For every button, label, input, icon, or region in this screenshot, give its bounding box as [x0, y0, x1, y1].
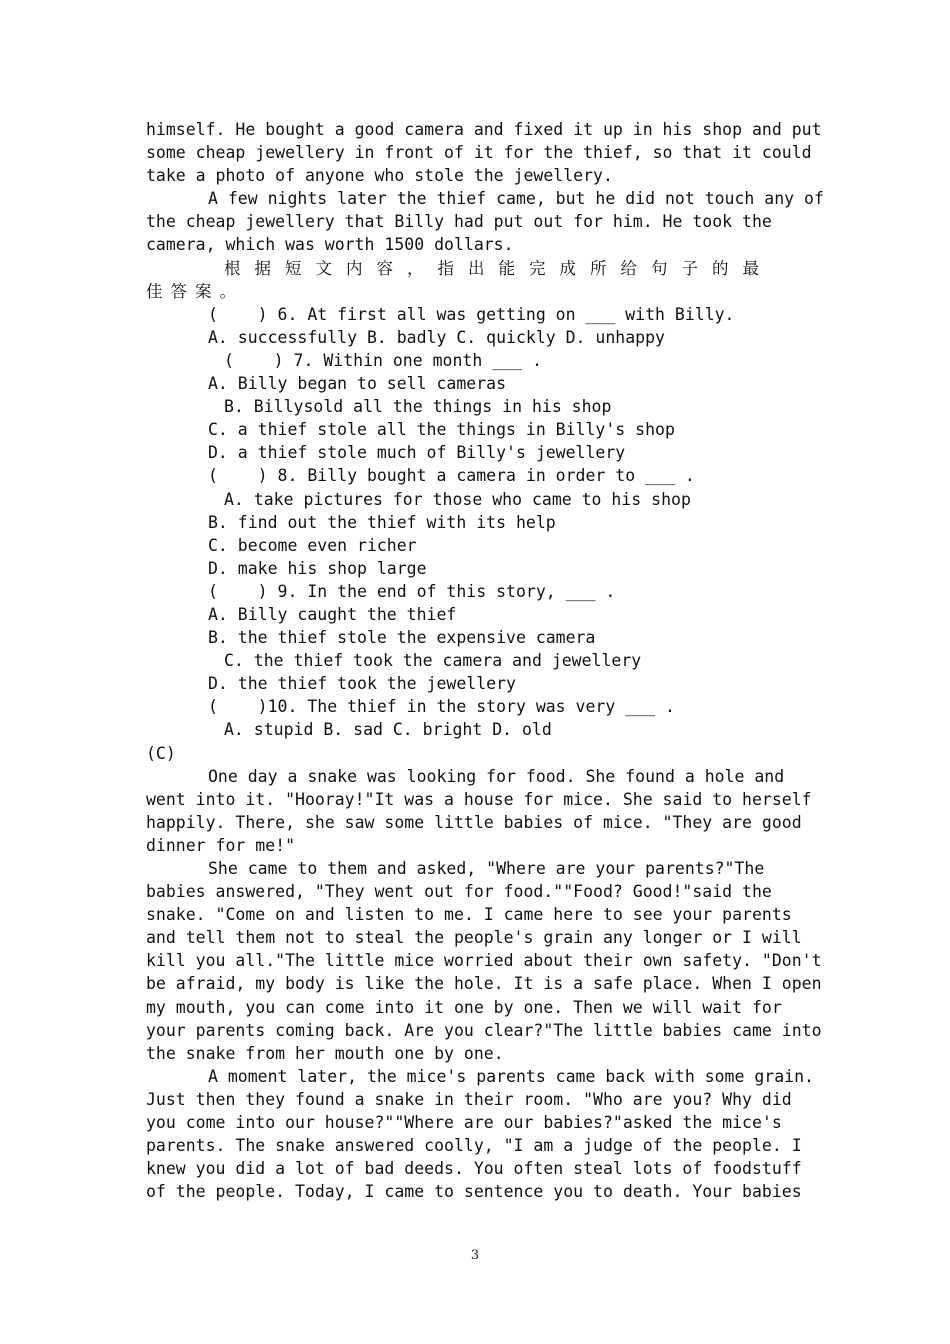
passage-c-line: A moment later, the mice's parents came back with some grain. — [208, 1066, 814, 1086]
passage-c-line: kill you all."The little mice worried about their own safety. "Don't — [146, 951, 822, 971]
question-6-options: A. successfully B. badly C. quickly D. unhappy — [208, 327, 665, 347]
question-9-stem: ( ) 9. In the end of this story, ___ . — [208, 581, 616, 601]
question-8-option-b: B. find out the thief with its help — [208, 512, 556, 532]
passage-c-line: happily. There, she saw some little babies of mice. "They are good — [146, 812, 802, 832]
passage-b-line: himself. He bought a good camera and fixed it up in his shop and put — [146, 120, 822, 139]
passage-b-line: take a photo of anyone who stole the jewellery. — [146, 166, 613, 186]
question-7-option-d: D. a thief stole much of Billy's jewellery — [208, 443, 626, 463]
passage-c-line: went into it. "Hooray!"It was a house for mice. She said to herself — [146, 789, 812, 809]
question-6-stem: ( ) 6. At first all was getting on ___ with Billy. — [208, 304, 735, 324]
section-c-label: (C) — [146, 743, 176, 763]
question-9-option-b: B. the thief stole the expensive camera — [208, 628, 596, 648]
passage-c-line: dinner for me!" — [146, 835, 296, 855]
passage-c-line: my mouth, you can come into it one by one. Then we will wait for — [146, 997, 782, 1017]
question-9-option-a: A. Billy caught the thief — [208, 604, 457, 624]
passage-c-line: One day a snake was looking for food. She found a hole and — [208, 766, 785, 786]
page-number: 3 — [470, 1248, 480, 1263]
question-9-option-c: C. the thief took the camera and jewellery — [224, 651, 642, 671]
passage-c-line: of the people. Today, I came to sentence you to death. Your babies — [146, 1182, 802, 1202]
question-10-options: A. stupid B. sad C. bright D. old — [224, 720, 552, 740]
question-8-option-c: C. become even richer — [208, 535, 417, 555]
passage-c-line: be afraid, my body is like the hole. It is a safe place. When I open — [146, 974, 822, 994]
question-7-stem: ( ) 7. Within one month ___ . — [224, 350, 542, 370]
passage-c-line: knew you did a lot of bad deeds. You often steal lots of foodstuff — [146, 1159, 802, 1179]
question-8-stem: ( ) 8. Billy bought a camera in order to ___ . — [208, 466, 695, 486]
question-9-option-d: D. the thief took the jewellery — [208, 674, 516, 694]
instruction-line-1: 根据短文内容，指出能完成所给句子的最 — [224, 258, 773, 278]
passage-c-line: parents. The snake answered coolly, "I am a judge of the people. I — [146, 1136, 802, 1156]
passage-c-line: and tell them not to steal the people's grain any longer or I will — [146, 928, 802, 948]
question-7-option-b: B. Billysold all the things in his shop — [224, 397, 612, 417]
passage-c-line: Just then they found a snake in their room. "Who are you? Why did — [146, 1089, 792, 1109]
passage-c-line: the snake from her mouth one by one. — [146, 1043, 504, 1063]
instruction-line-2: 佳答案。 — [146, 281, 244, 301]
passage-c-line: She came to them and asked, "Where are your parents?"The — [208, 859, 765, 878]
passage-c-line: you come into our house?""Where are our babies?"asked the mice's — [146, 1113, 782, 1133]
question-8-option-a: A. take pictures for those who came to his shop — [224, 489, 691, 509]
passage-c-line: babies answered, "They went out for food.""Food? Good!"said the — [146, 882, 772, 902]
passage-b-line: the cheap jewellery that Billy had put out for him. He took the — [146, 212, 772, 232]
question-7-option-c: C. a thief stole all the things in Billy's shop — [208, 420, 675, 440]
passage-c-line: snake. "Come on and listen to me. I came here to see your parents — [146, 905, 792, 925]
question-8-option-d: D. make his shop large — [208, 558, 427, 578]
passage-b-line: some cheap jewellery in front of it for the thief, so that it could — [146, 143, 812, 163]
page-body — [146, 118, 824, 1203]
question-10-stem: ( )10. The thief in the story was very ___ . — [208, 697, 675, 717]
question-7-option-a: A. Billy began to sell cameras — [208, 374, 507, 394]
passage-c-line: your parents coming back. Are you clear?"The little babies came into — [146, 1020, 822, 1040]
passage-b-line: camera, which was worth 1500 dollars. — [146, 235, 514, 255]
passage-b-line: A few nights later the thief came, but he did not touch any of — [208, 189, 824, 209]
